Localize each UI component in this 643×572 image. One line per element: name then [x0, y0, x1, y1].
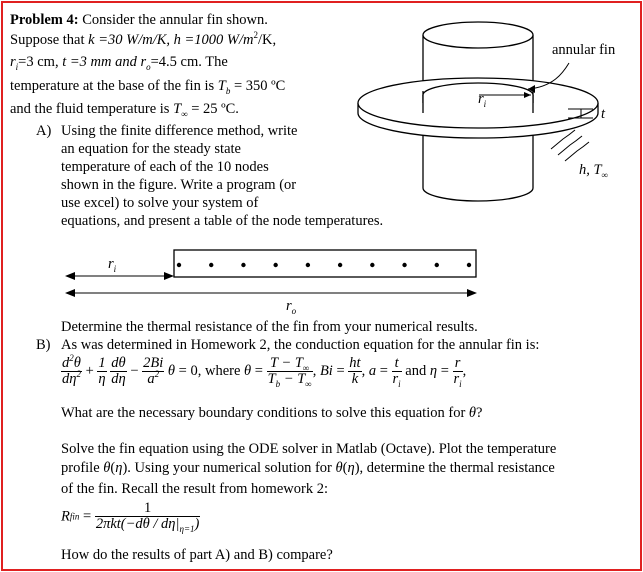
- problem-frame: [1, 1, 642, 571]
- problem-line-5: and the fluid temperature is $T_\infty = 25$ ºC.: [10, 101, 239, 119]
- node-7: [370, 263, 374, 267]
- part-a-line-1: Using the finite difference method, write: [61, 123, 298, 139]
- solve-line-2: profile θ(η). Using your numerical solution for θ(η), determine the thermal resistance: [61, 460, 555, 476]
- tb-value: = 350 ºC: [233, 78, 286, 94]
- problem-line-2: Suppose that k =30 W/m/K, h =1000 $W/m^2/K$,: [10, 30, 277, 48]
- rfin-equation: Rfin = $\frac{1}{2\pi kt(-d\theta / d\eta|_{\eta=1})}$: [61, 500, 200, 534]
- tinf-value: = 25 ºC.: [191, 101, 239, 117]
- ri-label-top: $r_i$: [478, 91, 487, 109]
- part-a-line-2: an equation for the steady state: [61, 141, 241, 157]
- solve-line-1: Solve the fin equation using the ODE solver in Matlab (Octave). Plot the temperature: [61, 441, 557, 457]
- part-a-label: A): [36, 123, 52, 139]
- node-8: [402, 263, 406, 267]
- ri-axis-label: $r_i$: [108, 256, 117, 274]
- problem-heading: Problem 4:: [10, 12, 79, 28]
- node-5: [306, 263, 310, 267]
- ro-value: =4.5 cm. The: [150, 54, 228, 70]
- node-1: [177, 263, 181, 267]
- k-value: k =30 W/m/K,: [88, 32, 171, 48]
- problem-intro: Consider the annular fin shown.: [82, 12, 268, 28]
- node-10: [467, 263, 471, 267]
- solve-line-3: of the fin. Recall the result from homework 2:: [61, 481, 328, 497]
- node-6: [338, 263, 342, 267]
- node-9: [435, 263, 439, 267]
- part-a-line-5: use excel) to solve your system of: [61, 195, 259, 211]
- ro-axis-label: $r_o$: [286, 298, 297, 316]
- conduction-equation: $\frac{d^2\theta}{d\eta^2}$ + $\frac{1}{\eta}$ $\frac{d\theta}{d\eta}$ − $\frac{2Bi}{a^2}$ θ = 0, where θ = $\frac{T - T_\infty}{T_b - T_\infty}$ , Bi = $\frac{ht}{k}$ , a = $\frac{t}{r_i}$ and η = $\frac{r}{r_i}$ ,: [62, 353, 467, 389]
- part-b-label: B): [36, 337, 51, 353]
- convection-label: h, $T_\infty$: [579, 162, 608, 180]
- problem-line-4: temperature at the base of the fin is $T_b = 350$ ºC: [10, 78, 286, 96]
- t-value: t =3 mm and: [62, 54, 137, 70]
- h-value: h =1000 W/m: [173, 32, 254, 48]
- part-a-line-3: temperature of each of the 10 nodes: [61, 159, 269, 175]
- convection-lines: [551, 130, 589, 161]
- compare-question: How do the results of part A) and B) compare?: [61, 547, 333, 563]
- part-a-line-6: equations, and present a table of the node temperatures.: [61, 213, 384, 229]
- part-a-resistance: Determine the thermal resistance of the fin from your numerical results.: [61, 319, 478, 335]
- problem-line-3: $r_i=3$ cm, t =3 mm and $r_o=4.5$ cm. The: [10, 54, 228, 72]
- part-b-line-1: As was determined in Homework 2, the conduction equation for the annular fin is:: [61, 337, 540, 353]
- fin-disk: [358, 78, 598, 138]
- bc-question: What are the necessary boundary conditions to solve this equation for θ?: [61, 405, 483, 421]
- node-2: [209, 263, 213, 267]
- node-4: [273, 263, 277, 267]
- annular-fin-label: annular fin: [552, 42, 616, 58]
- thickness-label: t: [601, 106, 606, 122]
- ri-value: =3 cm,: [18, 54, 59, 70]
- fin-strip: [174, 250, 476, 277]
- part-a-line-4: shown in the figure. Write a program (or: [61, 177, 297, 193]
- node-3: [241, 263, 245, 267]
